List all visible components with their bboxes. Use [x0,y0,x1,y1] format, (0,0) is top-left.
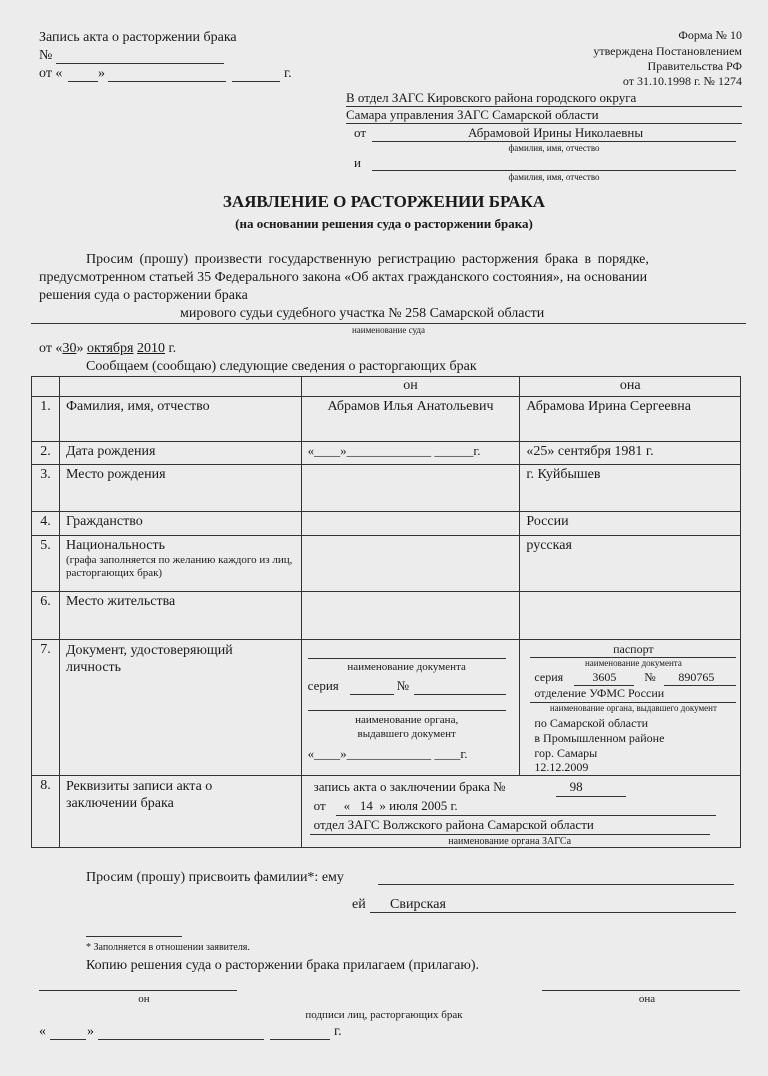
row-number: 7. [32,640,60,776]
signature-date-close: » [87,1024,94,1039]
she-doc-name-caption: наименование документа [584,658,682,668]
applicant-and-label: и [354,155,361,170]
she-series-value: 3605 [592,670,617,684]
form-number: Форма № 10 [678,28,742,42]
he-series-label: серия [307,678,339,693]
record-day-line [68,81,98,82]
marriage-date-rest: » июля 2005 г. [379,798,458,813]
table-row [32,512,741,536]
record-title: Запись акта о расторжении брака [39,30,237,45]
addressee-line-2-rule [346,123,742,124]
she-organ-line-2: в Промышленном районе [534,731,665,745]
signature-year-suffix: г. [334,1024,342,1039]
court-date-year: 2010 [137,341,165,356]
record-date-close: » [98,66,105,81]
signature-she-label: она [638,993,656,1005]
table-header-row [32,377,741,397]
he-value [301,536,520,592]
row-number: 4. [32,512,60,536]
she-number-rule [664,685,736,686]
court-caption: наименование суда [351,325,426,335]
table-row [32,536,741,592]
signature-he-rule [39,990,237,991]
she-series-label: серия [534,670,564,684]
row-label: Национальность [65,538,166,553]
court-date-open: от « [39,341,63,356]
header-num-cell [32,377,60,397]
she-value: г. Куйбышев [520,465,741,512]
marriage-day: 14 [359,798,373,813]
court-rule [31,323,746,324]
record-date-open: от « [39,66,63,81]
signature-he-label: он [138,993,150,1005]
approved-line-2: Правительства РФ [647,59,742,73]
applicant-from-label: от [354,125,367,140]
signature-day-rule [50,1039,86,1040]
he-series-rule [350,694,394,695]
she-office: отделение УФМС России [534,686,665,700]
she-value: России [520,512,741,536]
header-label-cell [59,377,301,397]
applicants-table [31,376,741,848]
marriage-record-label: запись акта о заключении брака № [313,779,506,794]
marriage-date-open: « [343,798,351,813]
she-number-label: № [644,670,656,684]
he-organ-rule [308,710,506,711]
second-applicant-rule [372,170,736,171]
row-number: 2. [32,442,60,465]
record-year-suffix: г. [284,66,292,81]
addressee-line-2: Самара управления ЗАГС Самарской области [346,107,599,122]
applicant-name: Абрамовой Ирины Николаевны [468,125,644,140]
applicant-name-rule [372,141,736,142]
surname-she-value: Свирская [390,897,446,912]
col-he-header: он [301,377,520,397]
row-label: Реквизиты записи акта о заключении брака [59,776,301,848]
he-value [301,512,520,536]
body-line-3: решения суда о расторжении брака [39,288,248,303]
surname-request: Просим (прошу) присвоить фамилии*: ему [86,870,344,885]
fio-caption: фамилия, имя, отчество [508,143,600,153]
table-row [32,442,741,465]
record-number-label: № [39,48,53,63]
row-note: (графа заполняется по желанию каждого из лиц, расторгающих брак) [65,554,293,579]
fio-caption-2: фамилия, имя, отчество [508,172,600,182]
row-label: Место рождения [59,465,301,512]
he-doc-date: «____»_____________ ____г. [307,746,468,761]
he-value: Абрамов Илья Анатольевич [301,397,520,442]
table-row-document [32,640,741,776]
approved-line-1: утверждена Постановлением [593,44,742,58]
marriage-number-rule [556,796,626,797]
col-she-header: она [520,377,741,397]
she-number-value: 890765 [678,670,715,684]
she-organ-line-3: гор. Самары [534,746,598,760]
he-doc-name-caption: наименование документа [347,661,466,673]
signature-year-rule [270,1039,330,1040]
he-number-label: № [396,678,410,693]
surname-she-label: ей [352,897,366,912]
she-value: Абрамова Ирина Сергеевна [520,397,741,442]
row-label: Гражданство [59,512,301,536]
signature-she-rule [542,990,740,991]
body-line-2: предусмотренном статьей 35 Федерального закона «Об актах гражданского состояния», на основании [39,270,648,285]
he-value: «____»_____________ ______г. [301,442,520,465]
court-date-day: 30 [62,341,77,356]
signature-date-open: « [39,1024,46,1039]
row-number: 5. [32,536,60,592]
signature-month-rule [98,1039,264,1040]
body-line-1: Просим (прошу) произвести государственную регистрацию расторжения брака в порядке, [86,252,649,267]
he-value [301,465,520,512]
she-value [520,592,741,640]
he-doc-name-rule [308,658,506,659]
court-name: мирового судьи судебного участка № 258 Самарской области [180,306,545,321]
row-label: Фамилия, имя, отчество [59,397,301,442]
he-organ-caption-2: выдавшего документ [357,728,456,740]
attachment-note: Копию решения суда о расторжении брака прилагаем (прилагаю). [86,958,480,973]
table-row [32,592,741,640]
row-number: 8. [32,776,60,848]
he-value [301,592,520,640]
approved-line-3: от 31.10.1998 г. № 1274 [622,74,742,88]
court-date-suffix: г. [168,341,177,356]
surname-she-rule [370,912,736,913]
table-row [32,397,741,442]
he-document-cell [301,640,520,776]
row-number: 3. [32,465,60,512]
she-doc-date: 12.12.2009 [534,760,589,774]
signatures-caption: подписи лиц, расторгающих брак [305,1009,463,1021]
marriage-record-number: 98 [569,779,583,794]
row-label: Документ, удостоверяющий личность [59,640,301,776]
marriage-from-label: от [313,798,326,813]
footnote: * Заполняется в отношении заявителя. [86,942,250,953]
court-date-month: октября [86,341,134,356]
she-value: русская [520,536,741,592]
court-date [39,341,176,357]
she-value: «25» сентября 1981 г. [520,442,741,465]
surname-he-rule [378,884,734,885]
record-year-line [232,81,280,82]
footnote-rule [86,936,182,937]
he-number-rule [414,694,506,695]
document-subtitle: (на основании решения суда о расторжении брака) [235,216,533,231]
marriage-office-rule [310,834,710,835]
row-label: Дата рождения [59,442,301,465]
row-number: 6. [32,592,60,640]
row-number: 1. [32,397,60,442]
record-month-line [108,81,226,82]
she-organ-line-1: по Самарской области [534,716,649,730]
marriage-office-caption: наименование органа ЗАГСа [448,836,572,847]
marriage-record-cell [301,776,740,848]
court-date-close: » [76,341,84,356]
she-document-cell [520,640,741,776]
marriage-date-rule [336,815,716,816]
table-row [32,465,741,512]
inform-line: Сообщаем (сообщаю) следующие сведения о расторгающих брак [86,359,477,374]
marriage-date [344,798,458,814]
document-title: ЗАЯВЛЕНИЕ О РАСТОРЖЕНИИ БРАКА [222,192,546,211]
record-number-line [56,63,224,64]
marriage-office: отдел ЗАГС Волжского района Самарской области [313,817,594,832]
he-organ-caption-1: наименование органа, [355,714,459,726]
she-doc-name: паспорт [613,642,654,656]
row-label: Место жительства [59,592,301,640]
she-organ-caption: наименование органа, выдавшего документ [549,703,717,713]
addressee-line-1: В отдел ЗАГС Кировского района городского округа [346,90,637,105]
table-row-marriage [32,776,741,848]
row-label-cell [59,536,301,592]
